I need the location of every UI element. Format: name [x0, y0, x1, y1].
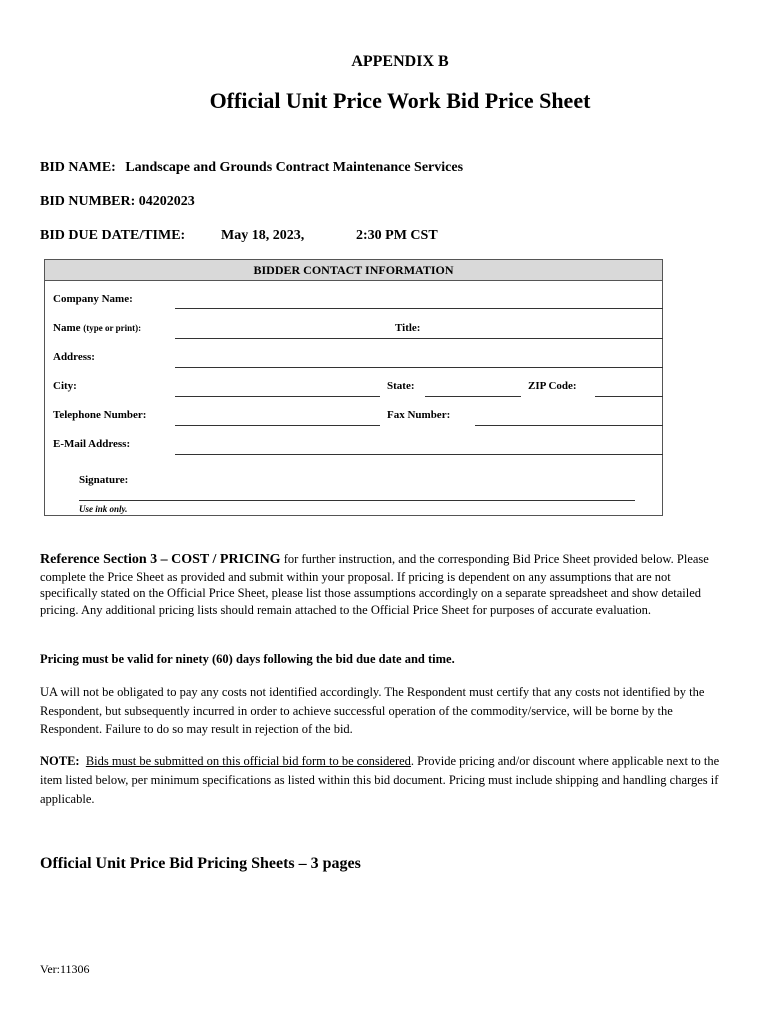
reference-paragraph — [40, 551, 730, 618]
note-paragraph — [40, 752, 730, 809]
ink-note: Use ink only. — [79, 504, 128, 514]
page-title: Official Unit Price Work Bid Price Sheet — [209, 88, 591, 113]
signature-field[interactable] — [79, 500, 635, 501]
name-label-group — [53, 322, 141, 334]
bid-due-time: 2:30 PM CST — [356, 228, 438, 243]
bid-name-row — [40, 160, 463, 176]
note-underlined: Bids must be submitted on this official bid form to be considered — [85, 754, 411, 768]
pricing-sheets-heading: Official Unit Price Bid Pricing Sheets – 3 pages — [40, 855, 361, 872]
name-title-field[interactable] — [175, 338, 663, 339]
fax-field[interactable] — [475, 425, 663, 426]
bid-number-value: 04202023 — [138, 194, 195, 209]
address-label: Address: — [53, 351, 95, 363]
reference-heading: Reference Section 3 – COST / PRICING — [40, 552, 281, 567]
telephone-label: Telephone Number: — [53, 409, 147, 421]
signature-label: Signature: — [79, 474, 129, 486]
note-label: NOTE: — [40, 754, 80, 768]
ua-paragraph: UA will not be obligated to pay any costs not identified accordingly. The Respondent must certify that any costs not identified by the Respondent, but subsequently incurred in order to achieve successful operation of the commodity/service, will be borne by the Respondent. Failure to do so may result in rejection of the bid. — [40, 685, 705, 736]
name-hint: (type or print): — [83, 323, 142, 333]
state-label: State: — [387, 380, 415, 392]
zip-label: ZIP Code: — [528, 380, 577, 392]
pricing-validity-note: Pricing must be valid for ninety (60) days following the bid due date and time. — [40, 652, 455, 666]
email-label: E-Mail Address: — [53, 438, 131, 450]
city-label: City: — [53, 380, 77, 392]
name-label: Name — [53, 322, 81, 334]
bid-number-row — [40, 194, 195, 210]
reference-text: for further instruction, and the corresponding Bid Price Sheet provided below. Please complete the Price Sheet as provided and submit within your proposal. If pricing is dependent on any assumptions that are not specifically stated on the Official Price Sheet, please list those assumptions accordingly on a separate spreadsheet and show detailed pricing. Any additional pricing lists should remain attached to the Official Price Sheet for purposes of accurate evaluation. — [40, 552, 709, 617]
company-name-label: Company Name: — [53, 293, 133, 305]
fax-label: Fax Number: — [387, 409, 451, 421]
email-field[interactable] — [175, 454, 663, 455]
city-field[interactable] — [175, 396, 380, 397]
bid-number-label: BID NUMBER: — [40, 194, 136, 209]
address-field[interactable] — [175, 367, 663, 368]
version-label: Ver:11306 — [40, 962, 90, 976]
zip-field[interactable] — [595, 396, 663, 397]
bid-due-date: May 18, 2023, — [221, 228, 305, 243]
contact-heading: BIDDER CONTACT INFORMATION — [45, 260, 662, 281]
bidder-contact-box — [44, 259, 663, 516]
bid-due-label: BID DUE DATE/TIME: — [40, 228, 186, 243]
note-text: . Provide pricing and/or discount where applicable next to the item listed below, per minimum specifications as listed within this bid document. Pricing must include shipping and handling charges if applicable. — [40, 754, 720, 806]
appendix-label: APPENDIX B — [351, 53, 449, 70]
state-field[interactable] — [425, 396, 521, 397]
title-label: Title: — [395, 322, 421, 334]
bid-name-label: BID NAME: — [40, 160, 116, 175]
company-name-field[interactable] — [175, 308, 663, 309]
bid-name-value: Landscape and Grounds Contract Maintenance Services — [125, 160, 464, 175]
telephone-field[interactable] — [175, 425, 380, 426]
